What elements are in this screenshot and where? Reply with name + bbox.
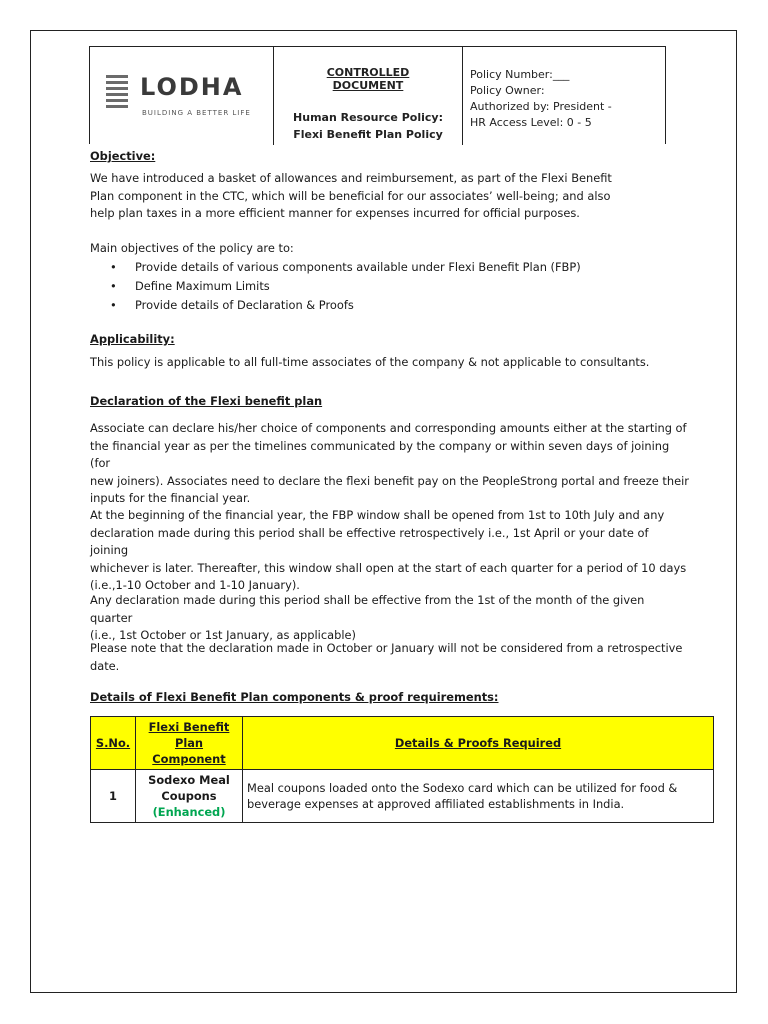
list-item: • Provide details of various components available under Flexi Benefit Plan (FBP) <box>110 258 581 277</box>
applicability-heading: Applicability: <box>90 332 175 346</box>
logo-tagline: BUILDING A BETTER LIFE <box>142 109 251 117</box>
document-header <box>89 46 666 144</box>
declaration-paragraph-3: Any declaration made during this period shall be effective from the 1st of the month of the given quarter (i.e., 1st October or 1st January, as applicable) <box>90 593 645 642</box>
table-header-row <box>91 717 714 770</box>
declaration-paragraph-2: At the beginning of the financial year, the FBP window shall be opened from 1st to 10th July and any declaration made during this period shall be effective retrospectively i.e., 1st April or your date of joining whichever is later. Thereafter, this window shall open at the start of each quarter for a period of 10 days (i.e.,1-10 October and 1-10 January). <box>90 508 687 592</box>
column-header-component: Flexi Benefit Plan Component <box>136 717 243 770</box>
authorized-by: Authorized by: President - <box>470 100 612 113</box>
company-logo <box>106 73 268 123</box>
policy-owner: Policy Owner: <box>470 84 545 97</box>
cell-component: Sodexo Meal Coupons (Enhanced) <box>136 770 243 823</box>
column-header-details: Details & Proofs Required <box>243 717 714 770</box>
header-divider <box>462 47 463 145</box>
fbp-components-table <box>90 716 714 823</box>
controlled-document-label: CONTROLLED DOCUMENT <box>326 66 410 92</box>
cell-details: Meal coupons loaded onto the Sodexo card which can be utilized for food & beverage expenses at approved affiliated establishments in India. <box>243 770 714 823</box>
applicability-text: This policy is applicable to all full-time associates of the company & not applicable to consultants. <box>90 355 650 369</box>
objectives-list <box>110 258 581 315</box>
logo-wordmark: LODHA <box>140 73 244 101</box>
policy-title: Human Resource Policy: Flexi Benefit Plan Policy <box>293 111 443 141</box>
objective-heading: Objective: <box>90 149 156 163</box>
declaration-paragraph-4: Please note that the declaration made in October or January will not be considered from a retrospective date. <box>90 641 683 673</box>
cell-sno: 1 <box>91 770 136 823</box>
policy-meta <box>470 67 612 131</box>
table-row <box>91 770 714 823</box>
main-objectives-intro: Main objectives of the policy are to: <box>90 241 294 255</box>
list-item: • Provide details of Declaration & Proofs <box>110 296 581 315</box>
objective-paragraph: We have introduced a basket of allowances and reimbursement, as part of the Flexi Benefit Plan component in the CTC, which will be beneficial for our associates’ well-being; and also help plan taxes in a more efficient manner for expenses incurred for official purposes. <box>90 171 612 220</box>
declaration-heading: Declaration of the Flexi benefit plan <box>90 394 323 408</box>
logo-bars-icon <box>106 75 128 111</box>
declaration-paragraph-1: Associate can declare his/her choice of components and corresponding amounts either at the starting of the financial year as per the timelines communicated by the company or within seven days of joining (for new joiners). Associates need to declare the flexi benefit pay on the PeopleStrong portal and freeze their inputs for the financial year. <box>90 421 689 505</box>
hr-access-level: HR Access Level: 0 - 5 <box>470 116 592 129</box>
policy-number: Policy Number:___ <box>470 68 570 81</box>
details-heading: Details of Flexi Benefit Plan components & proof requirements: <box>90 690 499 704</box>
list-item: • Define Maximum Limits <box>110 277 581 296</box>
column-header-sno: S.No. <box>91 717 136 770</box>
enhanced-tag: (Enhanced) <box>152 805 226 819</box>
